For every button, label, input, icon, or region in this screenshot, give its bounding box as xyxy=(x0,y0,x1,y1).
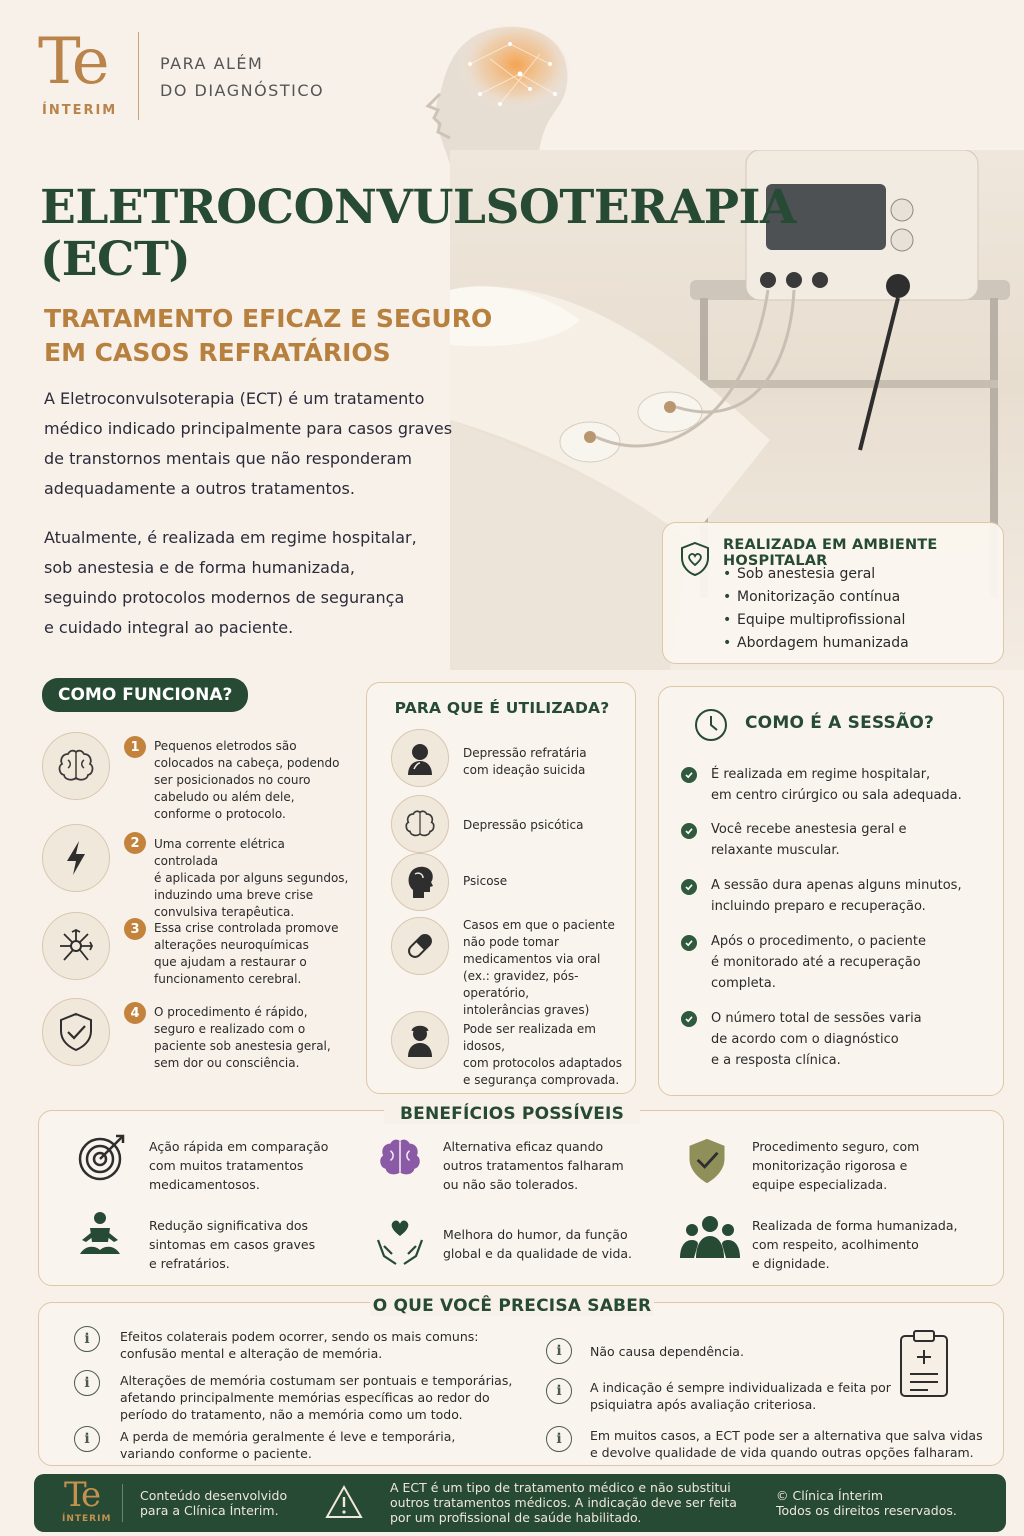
text-line: por um profissional de saúde habilitado. xyxy=(390,1510,642,1525)
text-line: para a Clínica Ínterim. xyxy=(140,1503,279,1518)
text-line: cabeludo ou além dele, xyxy=(154,790,295,804)
text-line: incluindo preparo e recuperação. xyxy=(711,899,926,914)
people-icon xyxy=(680,1214,740,1264)
step-number-4: 4 xyxy=(124,1002,146,1024)
check-icon xyxy=(681,767,697,783)
step-text-2 xyxy=(154,836,350,921)
step-text-4 xyxy=(154,1004,331,1072)
text-line: Depressão psicótica xyxy=(463,818,584,832)
info-icon: i xyxy=(546,1378,572,1404)
text-line: global e da qualidade de vida. xyxy=(443,1246,633,1261)
text-line: afetando principalmente memórias específicas ao redor do xyxy=(120,1390,490,1405)
text-line: sintomas em casos graves xyxy=(149,1237,316,1252)
beneficio-1 xyxy=(149,1137,328,1194)
text-line: Essa crise controlada promove xyxy=(154,921,339,935)
text-line: Uma corrente elétrica controlada xyxy=(154,837,285,868)
logo-name: ÍNTERIM xyxy=(42,103,118,118)
sessao-title: COMO É A SESSÃO? xyxy=(745,713,935,733)
hands-heart-icon xyxy=(374,1214,426,1270)
text-line: O procedimento é rápido, xyxy=(154,1005,308,1019)
text-line: Redução significativa dos xyxy=(149,1218,309,1233)
text-line: A sessão dura apenas alguns minutos, xyxy=(711,878,962,893)
text-line: é aplicada por alguns segundos, xyxy=(154,871,349,885)
text-line: Efeitos colaterais podem ocorrer, sendo os mais comuns: xyxy=(120,1329,479,1344)
text-line: Após o procedimento, o paciente xyxy=(711,934,926,949)
lightning-icon xyxy=(42,824,110,892)
tagline-line-1: PARA ALÉM xyxy=(160,54,264,73)
text-line: medicamentosos. xyxy=(149,1177,260,1192)
sessao-item-5 xyxy=(711,1008,922,1071)
para-que-card xyxy=(366,682,636,1094)
text-line: ser posicionados no couro xyxy=(154,773,311,787)
sessao-item-2 xyxy=(711,819,907,861)
saber-title: O QUE VOCÊ PRECISA SABER xyxy=(370,1296,654,1316)
para-que-item-1 xyxy=(463,745,587,779)
como-funciona-steps xyxy=(40,730,350,1100)
text-line: em centro cirúrgico ou sala adequada. xyxy=(711,788,962,803)
text-line: Melhora do humor, da função xyxy=(443,1227,628,1242)
list-item: • Abordagem humanizada xyxy=(723,632,909,655)
info-icon: i xyxy=(546,1426,572,1452)
text-line: Todos os direitos reservados. xyxy=(776,1503,957,1518)
footer xyxy=(34,1474,1006,1532)
text-line: com ideação suicida xyxy=(463,763,586,777)
heart-shield-icon xyxy=(679,541,711,581)
step-number-1: 1 xyxy=(124,736,146,758)
footer-copyright xyxy=(776,1488,957,1518)
text-line: completa. xyxy=(711,976,776,991)
text-line: Psicose xyxy=(463,874,508,888)
text-line: Ação rápida em comparação xyxy=(149,1139,329,1154)
clipboard-icon xyxy=(898,1328,950,1402)
text-line: período do tratamento, não a memória como um todo. xyxy=(120,1407,463,1422)
footer-logo-name: ÍNTERIM xyxy=(62,1514,112,1524)
text-line: é monitorado até a recuperação xyxy=(711,955,921,970)
footer-logo-mark: Te xyxy=(64,1475,99,1515)
tagline xyxy=(160,50,324,104)
info-icon: i xyxy=(546,1338,572,1364)
footer-warning xyxy=(390,1480,737,1525)
text-line: Pode ser realizada em idosos, xyxy=(463,1022,596,1053)
como-funciona-title: COMO FUNCIONA? xyxy=(42,678,248,712)
text-line: © Clínica Ínterim xyxy=(776,1488,884,1503)
text-line: e segurança comprovada. xyxy=(463,1073,620,1087)
intro-1-line: A Eletroconvulsoterapia (ECT) é um tratamento xyxy=(44,389,425,408)
beneficio-3 xyxy=(752,1137,919,1194)
warning-icon xyxy=(324,1484,364,1524)
text-line: colocados na cabeça, podendo xyxy=(154,756,340,770)
text-line: paciente sob anestesia geral, xyxy=(154,1039,331,1053)
saber-left-3 xyxy=(120,1428,455,1462)
brain-icon xyxy=(42,732,110,800)
text-line: com protocolos adaptados xyxy=(463,1056,623,1070)
intro-2-line: Atualmente, é realizada em regime hospitalar, xyxy=(44,528,417,547)
text-line: Você recebe anestesia geral e xyxy=(711,822,907,837)
text-line: não pode tomar xyxy=(463,935,559,949)
check-icon xyxy=(681,1011,697,1027)
text-line: com respeito, acolhimento xyxy=(752,1237,919,1252)
saber-left-2 xyxy=(120,1372,512,1423)
intro-paragraph-1 xyxy=(44,384,452,504)
para-que-title: PARA QUE É UTILIZADA? xyxy=(394,699,610,717)
text-line: medicamentos via oral xyxy=(463,952,601,966)
text-line: Alternativa eficaz quando xyxy=(443,1139,604,1154)
saber-left-1 xyxy=(120,1328,478,1362)
tagline-line-2: DO DIAGNÓSTICO xyxy=(160,81,325,100)
intro-paragraph-2 xyxy=(44,523,417,643)
text-line: relaxante muscular. xyxy=(711,843,840,858)
footer-credit xyxy=(140,1488,287,1518)
meditation-icon xyxy=(76,1210,124,1264)
intro-2-line: sob anestesia e de forma humanizada, xyxy=(44,558,355,577)
info-icon: i xyxy=(74,1370,100,1396)
text-line: convulsiva terapêutica. xyxy=(154,905,295,919)
sessao-card xyxy=(658,686,1004,1096)
shield-check-icon xyxy=(42,998,110,1066)
text-line: funcionamento cerebral. xyxy=(154,972,302,986)
page-title-line-2: (ECT) xyxy=(40,232,191,287)
text-line: monitorização rigorosa e xyxy=(752,1158,908,1173)
header-divider xyxy=(138,32,139,120)
text-line: alterações neuroquímicas xyxy=(154,938,309,952)
info-icon: i xyxy=(74,1426,100,1452)
sad-person-icon xyxy=(391,729,449,787)
intro-1-line: de transtornos mentais que não responderam xyxy=(44,449,412,468)
text-line: Conteúdo desenvolvido xyxy=(140,1488,288,1503)
text-line: induzindo uma breve crise xyxy=(154,888,314,902)
text-line: seguro e realizado com o xyxy=(154,1022,306,1036)
text-line: Depressão refratária xyxy=(463,746,587,760)
text-line: ou não são tolerados. xyxy=(443,1177,579,1192)
sessao-item-1 xyxy=(711,764,962,806)
text-line: O número total de sessões varia xyxy=(711,1011,922,1026)
text-line: sem dor ou consciência. xyxy=(154,1056,300,1070)
neuron-icon xyxy=(42,912,110,980)
text-line: Realizada de forma humanizada, xyxy=(752,1218,958,1233)
para-que-item-5 xyxy=(463,1021,635,1089)
info-icon: i xyxy=(74,1326,100,1352)
target-icon xyxy=(76,1132,128,1186)
text-line: que ajudam a restaurar o xyxy=(154,955,307,969)
head-profile-icon xyxy=(391,853,449,911)
intro-1-line: adequadamente a outros tratamentos. xyxy=(44,479,355,498)
text-line: Pequenos eletrodos são xyxy=(154,739,297,753)
intro-1-line: médico indicado principalmente para casos graves xyxy=(44,419,453,438)
sessao-item-3 xyxy=(711,875,962,917)
saber-right-1 xyxy=(590,1343,744,1360)
logo-mark: Te xyxy=(38,25,106,99)
text-line: A perda de memória geralmente é leve e temporária, xyxy=(120,1429,456,1444)
para-que-item-2 xyxy=(463,817,583,834)
elderly-person-icon xyxy=(391,1011,449,1069)
intro-2-line: seguindo protocolos modernos de segurança xyxy=(44,588,405,607)
beneficios-title: BENEFÍCIOS POSSÍVEIS xyxy=(384,1104,640,1124)
text-line: Não causa dependência. xyxy=(590,1344,744,1359)
list-item: • Monitorização contínua xyxy=(723,586,909,609)
text-line: e dignidade. xyxy=(752,1256,830,1271)
list-item: • Sob anestesia geral xyxy=(723,563,909,586)
hospital-box-title: REALIZADA EM AMBIENTE HOSPITALAR xyxy=(723,537,938,569)
text-line: conforme o protocolo. xyxy=(154,807,286,821)
text-line: confusão mental e alteração de memória. xyxy=(120,1346,383,1361)
text-line: intolerâncias graves) xyxy=(463,1003,590,1017)
clock-icon xyxy=(693,707,729,747)
hospital-box xyxy=(662,522,1004,664)
text-line: e devolve qualidade de vida quando outras opções falharam. xyxy=(590,1445,974,1460)
text-line: equipe especializada. xyxy=(752,1177,888,1192)
text-line: Casos em que o paciente xyxy=(463,918,615,932)
text-line: A ECT é um tipo de tratamento médico e não substitui xyxy=(390,1480,731,1495)
check-icon xyxy=(681,935,697,951)
text-line: A indicação é sempre individualizada e feita por xyxy=(590,1380,891,1395)
beneficio-5 xyxy=(443,1225,632,1263)
list-item: • Equipe multiprofissional xyxy=(723,609,909,632)
step-text-3 xyxy=(154,920,338,988)
beneficio-6 xyxy=(752,1216,957,1273)
para-que-item-3 xyxy=(463,873,507,890)
text-line: com muitos tratamentos xyxy=(149,1158,304,1173)
beneficio-4 xyxy=(149,1216,315,1273)
hospital-box-list xyxy=(723,563,909,655)
text-line: (ex.: gravidez, pós-operatório, xyxy=(463,969,579,1000)
page-subtitle xyxy=(44,302,492,370)
check-icon xyxy=(681,879,697,895)
brain-icon xyxy=(391,795,449,853)
text-line: É realizada em regime hospitalar, xyxy=(711,767,931,782)
page-title-line-1: ELETROCONVULSOTERAPIA xyxy=(40,180,796,235)
step-text-1 xyxy=(154,738,339,823)
page-title xyxy=(40,182,796,286)
subtitle-line-2: EM CASOS REFRATÁRIOS xyxy=(44,338,391,367)
shield-icon xyxy=(686,1136,728,1190)
text-line: Procedimento seguro, com xyxy=(752,1139,920,1154)
text-line: de acordo com o diagnóstico xyxy=(711,1032,899,1047)
text-line: Em muitos casos, a ECT pode ser a alternativa que salva vidas xyxy=(590,1428,983,1443)
text-line: outros tratamentos falharam xyxy=(443,1158,624,1173)
step-number-2: 2 xyxy=(124,832,146,854)
beneficio-2 xyxy=(443,1137,624,1194)
step-number-3: 3 xyxy=(124,918,146,940)
subtitle-line-1: TRATAMENTO EFICAZ E SEGURO xyxy=(44,304,493,333)
para-que-item-4 xyxy=(463,917,635,1019)
check-icon xyxy=(681,823,697,839)
text-line: e refratários. xyxy=(149,1256,230,1271)
saber-right-3 xyxy=(590,1427,983,1461)
intro-2-line: e cuidado integral ao paciente. xyxy=(44,618,294,637)
sessao-item-4 xyxy=(711,931,926,994)
saber-right-2 xyxy=(590,1379,891,1413)
purple-brain-icon xyxy=(376,1136,424,1184)
text-line: e a resposta clínica. xyxy=(711,1053,841,1068)
text-line: outros tratamentos médicos. A indicação deve ser feita xyxy=(390,1495,737,1510)
text-line: Alterações de memória costumam ser pontuais e temporárias, xyxy=(120,1373,513,1388)
text-line: psiquiatra após avaliação criteriosa. xyxy=(590,1397,817,1412)
pill-icon xyxy=(391,917,449,975)
footer-divider xyxy=(122,1484,123,1522)
text-line: variando conforme o paciente. xyxy=(120,1446,312,1461)
